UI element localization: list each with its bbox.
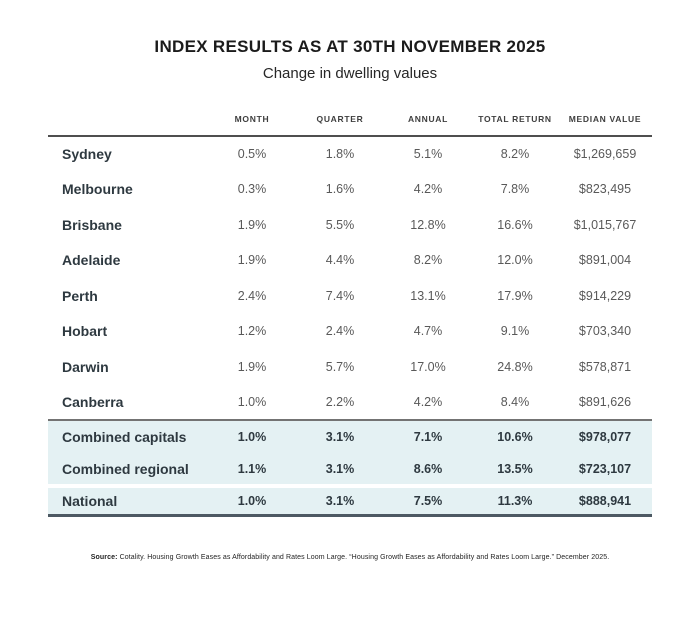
source-text: Cotality. Housing Growth Eases as Affordability and Rates Loom Large. “Housing Growth Eases as Affordability and Rates Loom Large.” December 2025. (119, 553, 610, 561)
annual-cell: 4.7% (413, 324, 443, 339)
column-header-annual: ANNUAL (407, 114, 449, 124)
annual-cell: 7.5% (413, 493, 443, 508)
annual-cell: 17.0% (410, 359, 446, 374)
total-return-cell: 13.5% (497, 461, 533, 476)
quarter-cell: 1.6% (325, 182, 355, 197)
median-value-cell: $723,107 (578, 461, 632, 476)
total-return-cell: 12.0% (497, 253, 533, 268)
table-row (48, 349, 652, 385)
table-row (48, 136, 652, 172)
dwelling-values-table (48, 107, 652, 517)
median-value-cell: $978,077 (578, 430, 632, 444)
quarter-cell: 2.2% (325, 394, 355, 409)
median-value-cell: $914,229 (578, 288, 632, 303)
aggregate-label: Combined regional (62, 460, 189, 477)
city-rows-section (48, 136, 652, 420)
column-header-quarter: QUARTER (316, 114, 364, 124)
quarter-cell: 4.4% (325, 253, 355, 268)
month-cell: 1.9% (237, 217, 267, 232)
annual-cell: 13.1% (410, 288, 446, 303)
page-subtitle: Change in dwelling values (262, 65, 438, 82)
city-label: Sydney (62, 146, 112, 163)
median-value-cell: $891,626 (578, 394, 632, 409)
table-row (48, 172, 652, 208)
month-cell: 1.0% (237, 493, 267, 508)
national-row-section (48, 486, 652, 515)
table-row (48, 243, 652, 279)
table-header (48, 107, 652, 136)
month-cell: 0.3% (237, 182, 267, 197)
total-return-cell: 8.2% (500, 147, 530, 162)
total-return-cell: 24.8% (497, 359, 533, 374)
month-cell: 1.0% (237, 394, 267, 409)
annual-cell: 12.8% (410, 217, 446, 232)
quarter-cell: 7.4% (325, 288, 355, 303)
city-label: Brisbane (62, 216, 122, 233)
annual-cell: 7.1% (413, 430, 443, 444)
quarter-cell: 3.1% (325, 430, 355, 444)
table-row (48, 207, 652, 243)
source-label: Source: (90, 553, 118, 561)
median-value-cell: $823,495 (578, 182, 632, 197)
month-cell: 1.1% (237, 461, 267, 476)
header-row (48, 107, 652, 136)
total-return-cell: 17.9% (497, 288, 533, 303)
column-header-median-value: MEDIAN VALUE (568, 114, 642, 124)
city-label: Adelaide (62, 252, 121, 269)
aggregate-label: Combined capitals (62, 429, 187, 445)
quarter-cell: 1.8% (325, 147, 355, 162)
total-return-cell: 10.6% (497, 430, 533, 444)
month-cell: 1.9% (237, 359, 267, 374)
annual-cell: 5.1% (413, 147, 443, 162)
median-value-cell: $1,269,659 (573, 147, 637, 162)
column-header-month: MONTH (234, 114, 270, 124)
column-header-total-return: TOTAL RETURN (478, 114, 552, 124)
city-label: Canberra (62, 393, 124, 410)
table-row-combined-capitals (48, 420, 652, 453)
median-value-cell: $578,871 (578, 359, 632, 374)
annual-cell: 4.2% (413, 182, 443, 197)
column-header-blank (48, 107, 208, 136)
combined-rows-section (48, 420, 652, 486)
month-cell: 1.9% (237, 253, 267, 268)
month-cell: 1.0% (237, 430, 267, 444)
annual-cell: 8.2% (413, 253, 443, 268)
month-cell: 0.5% (237, 147, 267, 162)
median-value-cell: $891,004 (578, 253, 632, 268)
quarter-cell: 3.1% (325, 461, 355, 476)
median-value-cell: $888,941 (578, 493, 632, 508)
city-label: Darwin (62, 358, 109, 375)
total-return-cell: 9.1% (500, 324, 530, 339)
month-cell: 1.2% (237, 324, 267, 339)
city-label: Hobart (62, 323, 108, 340)
city-label: Perth (62, 287, 98, 304)
table-row-national (48, 486, 652, 515)
source-note (0, 554, 700, 561)
total-return-cell: 7.8% (500, 182, 530, 197)
total-return-cell: 11.3% (497, 493, 533, 508)
total-return-cell: 16.6% (497, 217, 533, 232)
city-label: Melbourne (62, 181, 133, 198)
quarter-cell: 2.4% (325, 324, 355, 339)
median-value-cell: $1,015,767 (573, 217, 637, 232)
median-value-cell: $703,340 (578, 324, 632, 339)
table-row (48, 314, 652, 350)
total-return-cell: 8.4% (500, 394, 530, 409)
month-cell: 2.4% (237, 288, 267, 303)
quarter-cell: 3.1% (325, 493, 355, 508)
table-row (48, 278, 652, 314)
table-row-combined-regional (48, 453, 652, 486)
quarter-cell: 5.7% (325, 359, 355, 374)
table-row (48, 385, 652, 421)
annual-cell: 8.6% (413, 461, 443, 476)
annual-cell: 4.2% (413, 394, 443, 409)
quarter-cell: 5.5% (325, 217, 355, 232)
aggregate-label: National (62, 492, 118, 509)
page-title: INDEX RESULTS AS AT 30TH NOVEMBER 2025 (154, 37, 546, 56)
